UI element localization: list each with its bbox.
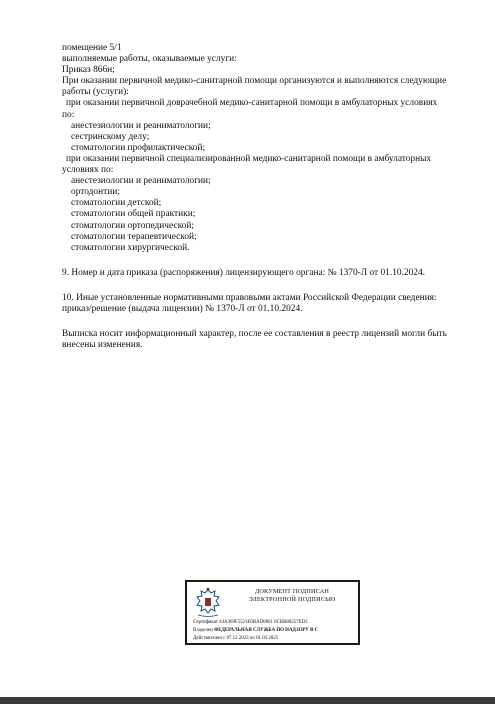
license-extract-body bbox=[62, 43, 472, 351]
text-line: условиях по: bbox=[62, 165, 114, 176]
text-line: по: bbox=[62, 109, 75, 120]
text-line: стоматологии терапевтической; bbox=[71, 231, 197, 242]
text-line: при оказании первичной специализированной медико-санитарной помощи в амбулаторных bbox=[66, 153, 432, 164]
disclaimer-line: Выписка носит информационный характер, после ее составления в реестр лицензий могли быть bbox=[62, 329, 447, 340]
other-info-line: приказ/решение (выдача лицензии) № 1370-Л от 01.10.2024. bbox=[62, 303, 303, 314]
text-line: выполняемые работы, оказываемые услуги: bbox=[62, 54, 237, 65]
text-line: сестринскому делу; bbox=[71, 131, 150, 142]
text-line: стоматологии ортопедической; bbox=[71, 220, 194, 231]
text-line: ортодонтии; bbox=[71, 187, 120, 198]
text-line: при оказании первичной доврачебной медико-санитарной помощи в амбулаторных условиях bbox=[66, 98, 438, 109]
text-line: стоматологии детской; bbox=[71, 198, 162, 209]
text-line: помещение 5/1 bbox=[62, 43, 122, 53]
text-line: анестезиологии и реаниматологии; bbox=[71, 120, 211, 131]
text-line: работы (услуги): bbox=[62, 87, 129, 98]
text-line: стоматологии общей практики; bbox=[71, 209, 196, 220]
text-line: При оказании первичной медико-санитарной помощи организуются и выполняются следующие bbox=[62, 76, 447, 87]
text-line: стоматологии профилактической; bbox=[71, 142, 206, 153]
license-order-number: 9. Номер и дата приказа (распоряжения) лицензирующего органа: № 1370-Л от 01.10.2024. bbox=[62, 267, 426, 278]
text-line: Приказ 866н; bbox=[62, 65, 115, 76]
text-line: стоматологии хирургической. bbox=[71, 242, 190, 253]
electronic-signature-stamp bbox=[185, 580, 360, 645]
text-line: анестезиологии и реаниматологии; bbox=[71, 176, 211, 187]
disclaimer-line: внесены изменения. bbox=[62, 340, 143, 351]
certificate-line: Сертификат 44A369F5521E0BAD0861 0CBB88257ED3 bbox=[193, 620, 308, 625]
other-info-line: 10. Иные установленные нормативными правовыми актами Российской Федерации сведения: bbox=[62, 292, 437, 303]
coat-of-arms-icon bbox=[193, 587, 223, 619]
owner-line: Владелец ФЕДЕРАЛЬНАЯ СЛУЖБА ПО НАДЗОРУ В С bbox=[193, 628, 319, 633]
validity-line: Действителен с 07.12.2023 по 01.03.2025 bbox=[193, 636, 279, 641]
stamp-title: ДОКУМЕНТ ПОДПИСАН ЭЛЕКТРОННОЙ ПОДПИСЬЮ bbox=[248, 588, 336, 603]
bottom-bar bbox=[0, 697, 495, 704]
